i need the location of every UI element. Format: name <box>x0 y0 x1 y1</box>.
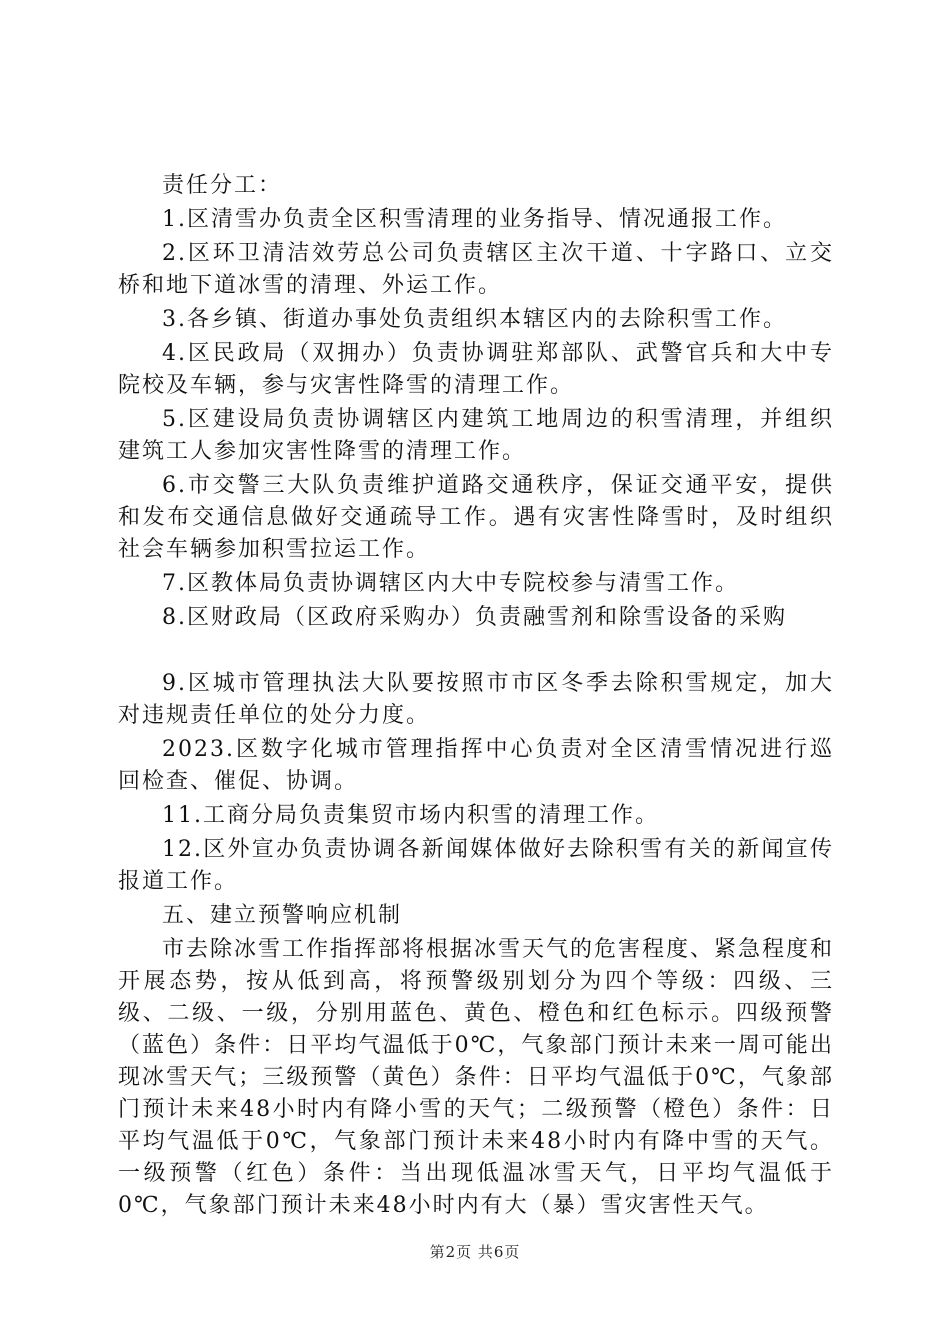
list-item: 8.区财政局（区政府采购办）负责融雪剂和除雪设备的采购 <box>162 605 787 630</box>
list-item: 7.区教体局负责协调辖区内大中专院校参与清雪工作。 <box>162 571 739 596</box>
list-item: 11.工商分局负责集贸市场内积雪的清理工作。 <box>162 803 659 828</box>
paragraph-gap <box>118 636 834 668</box>
list-item: 3.各乡镇、街道办事处负责组织本辖区内的去除积雪工作。 <box>162 307 787 332</box>
list-item: 4.区民政局（双拥办）负责协调驻郑部队、武警官兵和大中专院校及车辆，参与灾害性降雪的清理工作。 <box>118 341 834 398</box>
list-item: 5.区建设局负责协调辖区内建筑工地周边的积雪清理，并组织建筑工人参加灾害性降雪的清理工作。 <box>118 407 834 464</box>
list-item: 2023.区数字化城市管理指挥中心负责对全区清雪情况进行巡回检查、催促、协调。 <box>118 737 834 794</box>
list-item: 6.市交警三大队负责维护道路交通秩序，保证交通平安，提供和发布交通信息做好交通疏导工作。遇有灾害性降雪时，及时组织社会车辆参加积雪拉运工作。 <box>118 473 834 562</box>
list-item: 12.区外宣办负责协调各新闻媒体做好去除积雪有关的新闻宣传报道工作。 <box>118 837 834 894</box>
responsibility-heading: 责任分工： <box>162 173 283 198</box>
list-item: 2.区环卫清洁效劳总公司负责辖区主次干道、十字路口、立交桥和地下道冰雪的清理、外运工作。 <box>118 241 834 298</box>
section-body: 市去除冰雪工作指挥部将根据冰雪天气的危害程度、紧急程度和开展态势，按从低到高，将预警级别划分为四个等级：四级、三级、二级、一级，分别用蓝色、黄色、橙色和红色标示。四级预警（蓝色）条件：日平均气温低于0℃，气象部门预计未来一周可能出现冰雪天气；三级预警（黄色）条件：日平均气温低于0℃，气象部门预计未来48小时内有降小雪的天气；二级预警（橙色）条件：日平均气温低于0℃，气象部门预计未来48小时内有降中雪的天气。一级预警（红色）条件：当出现低温冰雪天气，日平均气温低于0℃，气象部门预计未来48小时内有大（暴）雪灾害性天气。 <box>118 937 835 1218</box>
page-number-footer: 第2页 共6页 <box>429 1243 521 1261</box>
section-title: 五、建立预警响应机制 <box>162 903 403 928</box>
list-item: 9.区城市管理执法大队要按照市市区冬季去除积雪规定，加大对违规责任单位的处分力度。 <box>118 671 834 728</box>
document-body <box>118 170 834 1224</box>
list-item: 1.区清雪办负责全区积雪清理的业务指导、情况通报工作。 <box>162 207 787 232</box>
